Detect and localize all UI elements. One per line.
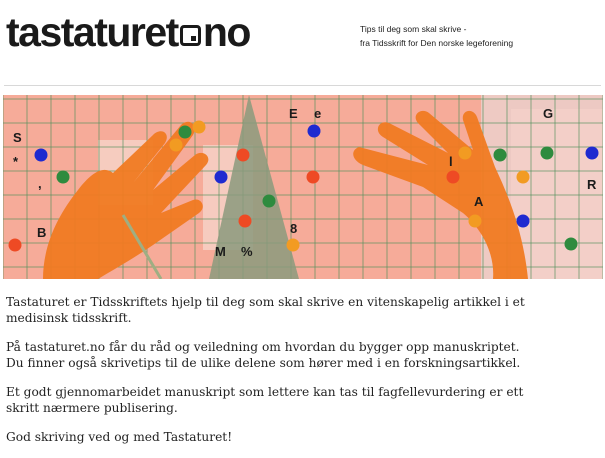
- paragraph-3-line-2: skritt nærmere publisering.: [6, 401, 178, 415]
- banner-letter: S: [13, 130, 22, 145]
- banner-dot: [35, 149, 48, 162]
- logo-text-start: tastaturet: [6, 9, 178, 55]
- site-header: [0, 0, 605, 82]
- banner-dot: [57, 171, 70, 184]
- intro-paragraph-4: [6, 429, 596, 445]
- banner-dot: [447, 171, 460, 184]
- banner-dot: [459, 147, 472, 160]
- paragraph-3-line-1: Et godt gjennomarbeidet manuskript som lettere kan tas til fagfellevurdering er ett: [6, 385, 524, 399]
- banner-letter: M: [215, 244, 226, 259]
- intro-paragraph-2: [6, 339, 596, 371]
- header-divider: [4, 85, 601, 86]
- banner-letter: ,: [38, 176, 42, 191]
- banner-letter: G: [543, 106, 554, 121]
- banner-letter: B: [37, 225, 47, 240]
- banner-letter: e: [314, 106, 322, 121]
- paragraph-1-line-1: Tastaturet er Tidsskriftets hjelp til deg som skal skrive en vitenskapelig artikkel i et: [6, 295, 525, 309]
- intro-text: [6, 294, 596, 458]
- banner-dot: [469, 215, 482, 228]
- banner-dot: [517, 215, 530, 228]
- banner-dot: [494, 149, 507, 162]
- tagline-line-1: Tips til deg som skal skrive -: [360, 24, 467, 34]
- intro-paragraph-1: [6, 294, 596, 326]
- banner-dot: [307, 171, 320, 184]
- banner-letter: l: [449, 154, 453, 169]
- banner-dot: [287, 239, 300, 252]
- banner-dot: [263, 195, 276, 208]
- tagline-line-2: fra Tidsskrift for Den norske legeforening: [360, 38, 514, 48]
- paragraph-2-line-1: På tastaturet.no får du råd og veiledning om hvordan du bygger opp manuskriptet.: [6, 340, 520, 354]
- logo-text-end: no: [202, 9, 250, 55]
- banner-dot: [517, 171, 530, 184]
- site-logo[interactable]: [6, 9, 250, 55]
- banner-dot: [308, 125, 321, 138]
- banner-letter: A: [474, 194, 484, 209]
- banner-dot: [541, 147, 554, 160]
- hero-banner-illustration: [3, 95, 603, 279]
- paragraph-1-line-2: medisinsk tidsskrift.: [6, 311, 132, 325]
- tagline: [360, 22, 513, 50]
- intro-paragraph-3: [6, 384, 596, 416]
- banner-dot: [237, 149, 250, 162]
- banner-dot: [9, 239, 22, 252]
- banner-letter: %: [241, 244, 253, 259]
- logo-key-icon: [180, 25, 201, 46]
- banner-dot: [586, 147, 599, 160]
- banner-letter: E: [289, 106, 298, 121]
- banner-letter: R: [587, 177, 597, 192]
- banner-dot: [239, 215, 252, 228]
- banner-dot: [179, 126, 192, 139]
- banner-dot: [170, 139, 183, 152]
- paragraph-2-line-2: Du finner også skrivetips til de ulike delene som hører med i en forskningsartikkel.: [6, 356, 521, 370]
- banner-letter: *: [13, 154, 19, 169]
- banner-letter: 8: [290, 221, 298, 236]
- banner-dot: [193, 121, 206, 134]
- paragraph-4-line-1: God skriving ved og med Tastaturet!: [6, 430, 233, 444]
- banner-dot: [565, 238, 578, 251]
- banner-dot: [215, 171, 228, 184]
